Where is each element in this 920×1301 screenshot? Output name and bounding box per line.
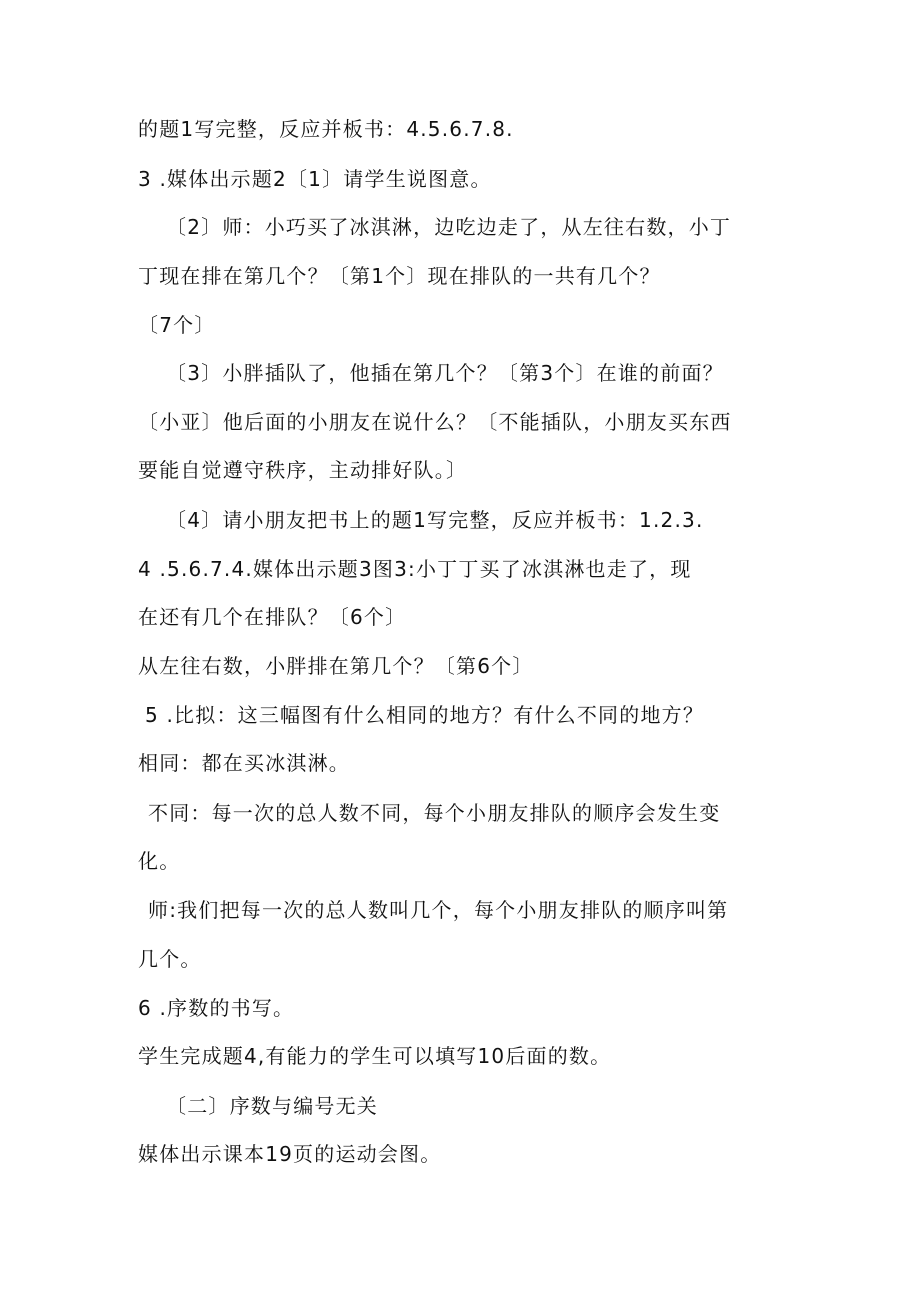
text-line: 媒体出示课本19页的运动会图。 — [138, 1142, 442, 1166]
text-line: 6 .序数的书写。 — [138, 996, 295, 1020]
text-line: 几个。 — [138, 947, 202, 971]
text-line: 化。 — [138, 849, 181, 873]
text-line: 〔3〕小胖插队了，他插在第几个？〔第3个〕在谁的前面？ — [166, 361, 724, 385]
text-line: 在还有几个在排队？〔6个〕 — [138, 605, 407, 629]
text-line: 〔7个〕 — [138, 313, 216, 337]
text-line: 从左往右数，小胖排在第几个？〔第6个〕 — [138, 654, 534, 678]
text-line: 〔二〕序数与编号无关 — [166, 1094, 378, 1118]
text-line: 〔小亚〕他后面的小朋友在说什么？〔不能插队，小朋友买东西 — [138, 410, 732, 434]
text-line: 不同：每一次的总人数不同，每个小朋友排队的顺序会发生变 — [148, 801, 721, 825]
text-line: 的题1写完整，反应并板书：4.5.6.7.8. — [138, 117, 514, 141]
text-line: 〔4〕请小朋友把书上的题1写完整，反应并板书：1.2.3. — [166, 508, 704, 532]
text-line: 学生完成题4,有能力的学生可以填写10后面的数。 — [138, 1044, 612, 1068]
text-line: 相同：都在买冰淇淋。 — [138, 751, 350, 775]
text-line: 5 .比拟：这三幅图有什么相同的地方？有什么不同的地方？ — [145, 703, 705, 727]
text-line: 要能自觉遵守秩序，主动排好队。〕 — [138, 458, 468, 482]
text-line: 丁现在排在第几个？〔第1个〕现在排队的一共有几个？ — [138, 264, 661, 288]
text-line: 〔2〕师：小巧买了冰淇淋，边吃边走了，从左往右数，小丁 — [166, 215, 732, 239]
text-line: 师:我们把每一次的总人数叫几个，每个小朋友排队的顺序叫第 — [148, 898, 729, 922]
text-line: 4 .5.6.7.4.媒体出示题3图3:小丁丁买了冰淇淋也走了，现 — [138, 557, 692, 581]
text-line: 3 .媒体出示题2〔1〕请学生说图意。 — [138, 167, 492, 191]
